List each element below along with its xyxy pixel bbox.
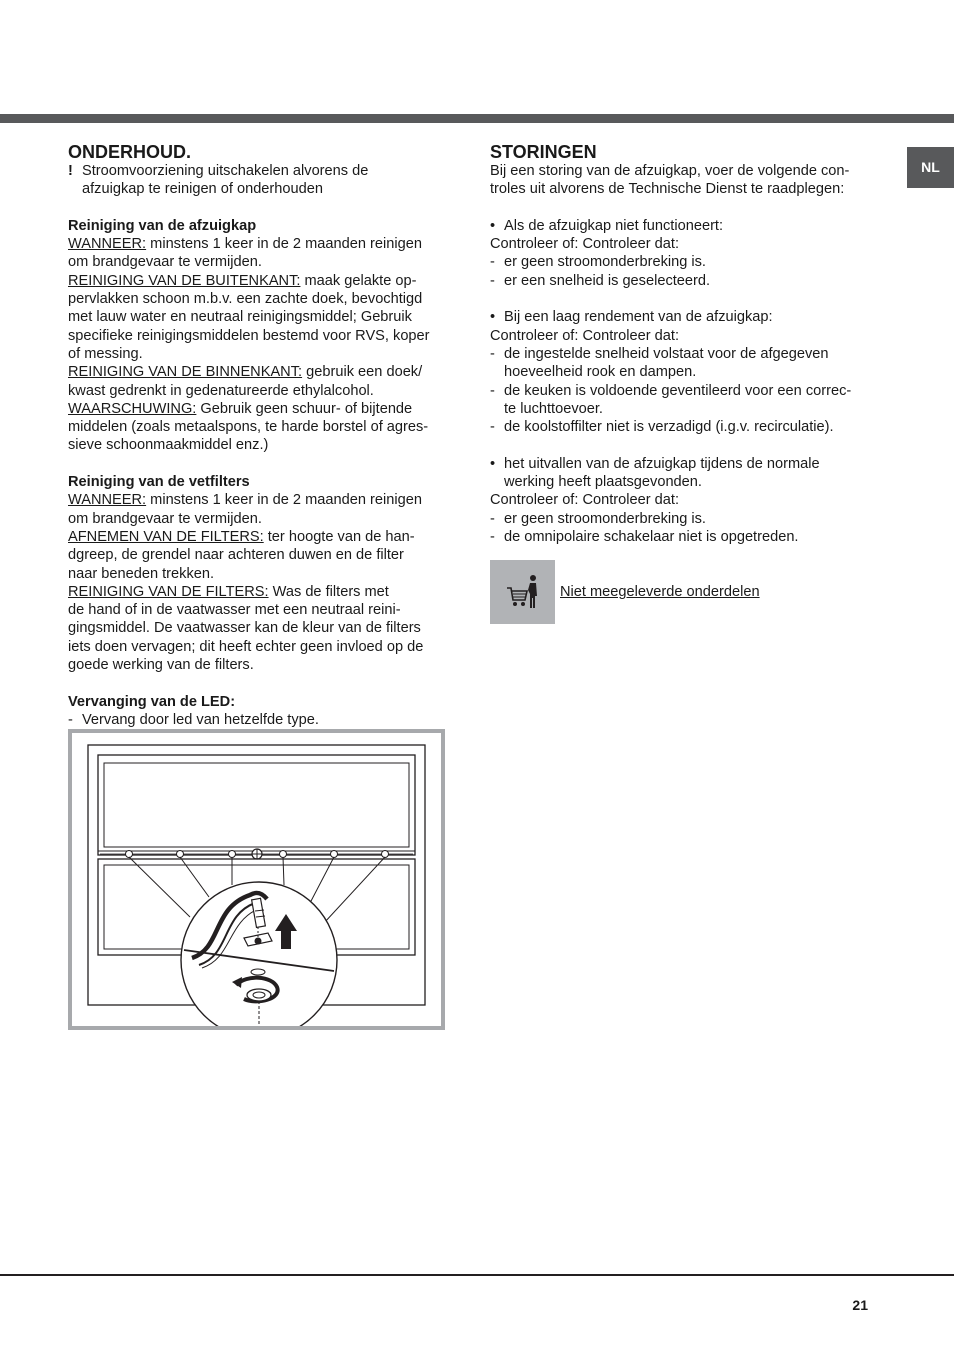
check-lead: Controleer of: Controleer dat: (490, 236, 680, 253)
led-replacement-diagram (68, 729, 445, 1030)
paragraph-line: of messing. (68, 345, 143, 362)
paragraph-line: naar beneden trekken. (68, 565, 215, 582)
list-item: - er geen stroomonderbreking is. (490, 254, 706, 271)
list-item: - Vervang door led van hetzelfde type. (68, 711, 319, 728)
subheading-hood-cleaning: Reiniging van de afzuigkap (68, 217, 257, 234)
paragraph-line: sieve schoonmaakmiddel enz.) (68, 437, 269, 454)
top-bar (0, 114, 954, 123)
paragraph-line: om brandgevaar te vermijden. (68, 254, 262, 271)
list-item: - er geen stroomonderbreking is. (490, 510, 706, 527)
paragraph-line: specifieke reinigingsmiddelen bestemd voor RVS, koper (68, 327, 430, 344)
paragraph-line: dgreep, de grendel naar achteren duwen en de filter (68, 547, 404, 564)
paragraph-remove-filters: AFNEMEN VAN DE FILTERS: ter hoogte van de han- (68, 528, 415, 545)
list-item: - de keuken is voldoende geventileerd voor een correc- te luchttoevoer. (490, 382, 852, 417)
check-lead: Controleer of: Controleer dat: (490, 492, 680, 509)
paragraph-line: om brandgevaar te vermijden. (68, 510, 262, 527)
bullet-item: • Bij een laag rendement van de afzuigkap: (490, 309, 773, 326)
check-lead: Controleer of: Controleer dat: (490, 327, 680, 344)
intro-line: troles uit alvorens de Technische Dienst te raadplegen: (490, 181, 845, 198)
subheading-grease-filters: Reiniging van de vetfilters (68, 474, 250, 491)
paragraph-line: pervlakken schoon m.b.v. een zachte doek, bevochtigd (68, 291, 423, 308)
warning-note (68, 162, 448, 199)
list-item: - er een snelheid is geselecteerd. (490, 272, 711, 289)
section-title-troubleshooting: STORINGEN (490, 142, 597, 162)
paragraph-line: goede werking van de filters. (68, 657, 254, 674)
language-tab: NL (907, 147, 954, 188)
section-title-maintenance: ONDERHOUD. (68, 142, 192, 162)
shopping-cart-person-icon (490, 560, 555, 624)
list-item: - de koolstoffilter niet is verzadigd (i.g.v. recirculatie). (490, 419, 834, 436)
subheading-led-replacement: Vervanging van de LED: (68, 693, 236, 710)
not-supplied-note (490, 560, 760, 624)
list-item: - de omnipolaire schakelaar niet is opgetreden. (490, 528, 799, 545)
paragraph-line: middelen (zoals metaalspons, te harde borstel of agres- (68, 419, 429, 436)
paragraph-clean-filters: REINIGING VAN DE FILTERS: Was de filters met (68, 583, 389, 600)
paragraph-interior: REINIGING VAN DE BINNENKANT: gebruik een doek/ (68, 364, 423, 381)
list-item: - de ingestelde snelheid volstaat voor de afgegeven hoeveelheid rook en dampen. (490, 345, 829, 381)
paragraph-when: WANNEER: minstens 1 keer in de 2 maanden reinigen (68, 492, 422, 509)
bullet-item: • Als de afzuigkap niet functioneert: (490, 217, 724, 234)
paragraph-line: met lauw water en neutraal reinigingsmiddel; Gebruik (68, 309, 412, 326)
paragraph-warning: WAARSCHUWING: Gebruik geen schuur- of bijtende (68, 400, 413, 417)
warning-mark: ! (68, 163, 73, 179)
not-supplied-parts-link[interactable]: Niet meegeleverde onderdelen (560, 583, 760, 600)
page-number: 21 (852, 1297, 868, 1313)
intro-line: Bij een storing van de afzuigkap, voer de volgende con- (490, 163, 850, 179)
paragraph-when: WANNEER: minstens 1 keer in de 2 maanden reinigen (68, 236, 422, 253)
bottom-rule (0, 1274, 954, 1276)
troubleshooting-section (490, 142, 870, 546)
paragraph-line: gingsmiddel. De vaatwasser kan de kleur van de filters (68, 620, 421, 637)
led-diagram-svg (72, 733, 441, 1026)
paragraph-line: iets doen vervagen; dit heeft echter geen invloed op de (68, 638, 424, 655)
paragraph-line: de hand of in de vaatwasser met een neutraal reini- (68, 602, 401, 619)
bullet-item: • het uitvallen van de afzuigkap tijdens de normale werking heeft plaatsgevonden. (490, 455, 820, 491)
warning-line: Stroomvoorziening uitschakelen alvorens de (82, 163, 369, 179)
paragraph-line: kwast gedrenkt in gedenatureerde ethylalcohol. (68, 382, 374, 399)
paragraph-exterior: REINIGING VAN DE BUITENKANT: maak gelakte op- (68, 272, 417, 289)
warning-line: afzuigkap te reinigen of onderhouden (82, 181, 323, 198)
maintenance-section (68, 142, 448, 729)
